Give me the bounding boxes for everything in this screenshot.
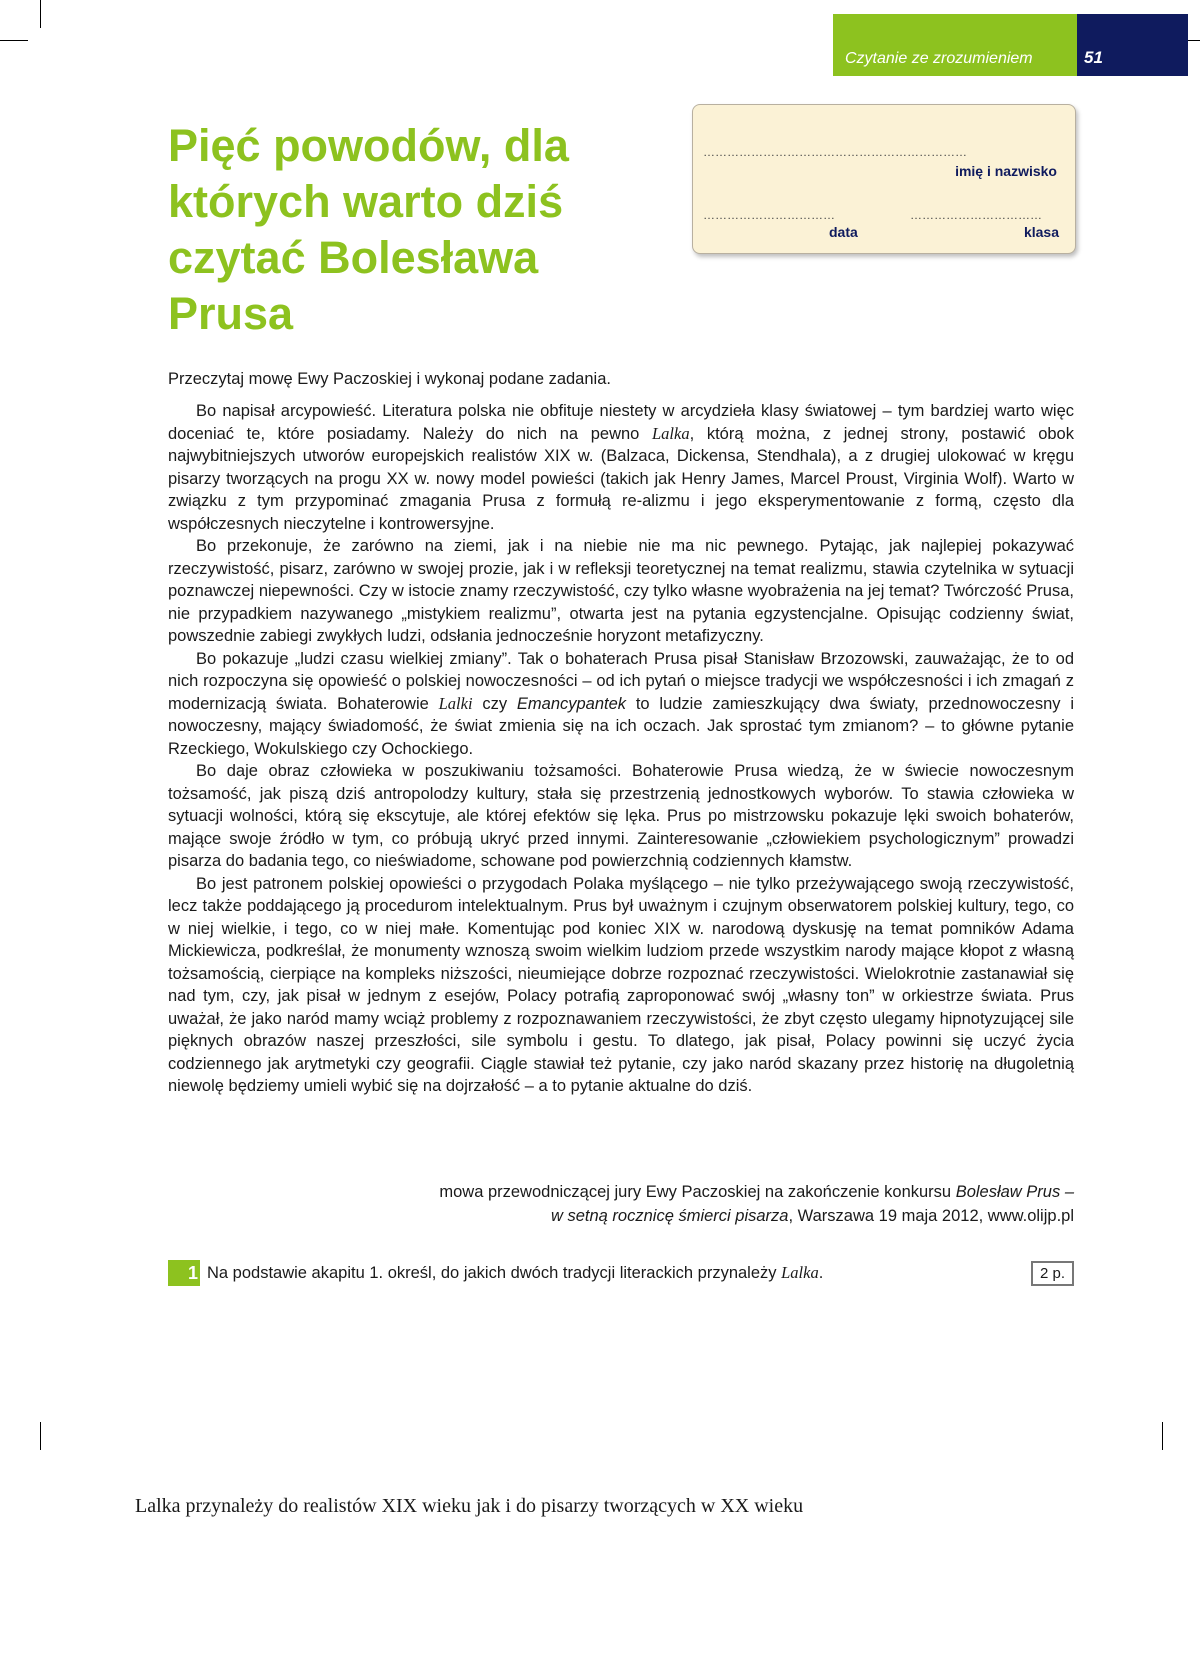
paragraph xyxy=(168,400,1074,535)
paragraph xyxy=(168,648,1074,761)
paragraph: Bo jest patronem polskiej opowieści o przygodach Polaka myślącego – nie tylko przeżywającego swoją rzeczywistość, lecz także poddającego ją procedurom intelektualnym. Prus był uważnym i czujnym obserwatorem polskiej kultury, tego, co w niej wielkie, i tego, co w niej małe. Komentując pod koniec XIX w. narodową dyskusję na temat pomników Adama Mickiewicza, podkreślał, że monumenty wznoszą swoim wielkim ludziom przede wszystkim narody mające kłopot z własną tożsamością, cierpiące na kompleks niższości, nieumiejące dobrze rozpoznać rzeczywistości. Wielokrotnie zastanawiał się nad tym, czy, jak pisał w jednym z esejów, Polacy potrafią zaproponować swój „własny ton” w orkiestrze świata. Prus uważał, że jako naród mamy wciąż problemy z rozpoznawaniem rzeczywistości, że zbyt często ulegamy hipnotyzującej sile pięknych obrazów naszej przeszłości, sile symbolu i gestu. To dlatego, jak pisał, Polacy powinni się uczyć życia codziennego jak arytmetyki czy geografii. Ciągle stawiał też pytanie, czy jako naród skazany przez historię na długoletnią niewolę będziemy umieli wybić się na dojrzałość – a to pytanie aktualne do dziś. xyxy=(168,874,1074,1095)
crop-mark xyxy=(40,1422,41,1450)
paragraph: Bo przekonuje, że zarówno na ziemi, jak i na niebie nie ma nic pewnego. Pytając, jak najlepiej pokazywać rzeczywistość, pisarz, zarówno w swojej prozie, jak i w refleksji teoretycznej na temat realizmu, stawia czytelnika w sytuacji poznawczej niepewności. Czy w istocie znamy rzeczywistość, czy tylko własne wyobrażenia na jej temat? Twórczość Prusa, nie przypadkiem nazywanego „mistykiem realizmu”, otwarta jest na pytania egzystencjalne. Opisując codzienny świat, powszednie zabiegi zwykłych ludzi, odsłania jednocześnie horyzont metafizyczny. xyxy=(168,537,1074,645)
date-dots[interactable]: …………………………… xyxy=(703,208,835,222)
question-text-part: . xyxy=(818,1264,824,1282)
crop-mark xyxy=(40,0,41,28)
instruction-text: Przeczytaj mowę Ewy Paczoskiej i wykonaj podane zadania. xyxy=(168,370,611,388)
name-label: imię i nazwisko xyxy=(955,163,1057,179)
paragraph-text: , którą można, z jednej strony, postawić obok najwybitniejszych utworów europejskich realistów XIX w. (Balzaca, Dickensa, Stendhala), a z drugiej ulokować w kręgu pisarzy tworzących na progu XX w. nowy model powieści (takich jak Henry James, Marcel Proust, Virginia Wolf). Warto w związku z tym przypominać zmagania Prusa z formułą re-alizmu i jego eksperymentowanie z formą, często dla współczesnych nieczytelne i kontrowersyjne. xyxy=(168,424,1074,533)
page-number-tab xyxy=(1077,14,1188,76)
section-title: Czytanie ze zrozumieniem xyxy=(845,50,1033,67)
question-number: 1 xyxy=(168,1260,200,1286)
article-body xyxy=(168,400,1074,1098)
source-line xyxy=(439,1180,1074,1204)
crop-mark xyxy=(1162,1422,1163,1450)
source-italic: Bolesław Prus – xyxy=(955,1183,1074,1201)
crop-mark xyxy=(0,40,28,41)
answer-text[interactable]: Lalka przynależy do realistów XIX wieku jak i do pisarzy tworzących w XX wieku xyxy=(135,1495,804,1517)
source-line xyxy=(439,1204,1074,1228)
question-text-part: Na podstawie akapitu 1. określ, do jakich dwóch tradycji literackich przynależy xyxy=(207,1264,782,1282)
paragraph-text: Bo napisał arcypowieść. Literatura polska nie obfituje niestety w arcydzieła klasy światowej – tym bardziej warto więc doceniać te, które posiadamy. Należy do nich na pewno xyxy=(168,402,1074,443)
paragraph-text: Bo pokazuje „ludzi czasu wielkiej zmiany”. Tak o bohaterach Prusa pisał Stanisław Brzozowski, zauważając, że to od nich rozpoczyna się opowieść o polskiej nowoczesności – od ich pytań o miejsce tradycji we współczesności i ich zmagań z modernizacją świata. Bohaterowie xyxy=(168,649,1074,713)
section-tab xyxy=(833,14,1077,76)
points-badge: 2 p. xyxy=(1031,1261,1074,1286)
paragraph-text: to ludzie zamieszkujący dwa światy, przednowoczesny i nowoczesny, mający świadomość, że świat zmienia się na ich oczach. Jak sprostać tym zmianom? – to główne pytanie Rzeckiego, Wokulskiego czy Ochockiego. xyxy=(168,694,1075,758)
work-title: Lalka xyxy=(652,423,690,443)
question-text xyxy=(207,1263,823,1283)
source-text: , Warszawa 19 maja 2012, www.olijp.pl xyxy=(788,1207,1074,1225)
work-title: Lalka xyxy=(781,1263,819,1282)
date-label: data xyxy=(829,224,858,240)
work-title: Emancypantek xyxy=(516,694,627,713)
source-italic: w setną rocznicę śmierci pisarza xyxy=(550,1207,789,1225)
paragraph: Bo daje obraz człowieka w poszukiwaniu tożsamości. Bohaterowie Prusa wiedzą, że w świecie nowoczesnym tożsamość, jak piszą dziś antropolodzy kultury, stała się przestrzenią jednostkowych wyborów. To stawia człowieka w sytuacji wolności, którą się ekscytuje, ale której efektów się lęka. Prus po mistrzowsku pokazuje lęki swoich bohaterów, mające swoje źródło w tym, co próbują ukryć przed innymi. Zainteresowanie „człowiekiem psychologicznym” prowadzi pisarza do badania tego, co nieświadome, schowane pod powierzchnią codziennych kłamstw. xyxy=(168,762,1074,870)
name-dots[interactable]: ………………………………………………………… xyxy=(703,145,967,159)
page-number: 51 xyxy=(1084,48,1103,67)
work-title: Lalki xyxy=(438,693,473,713)
source-citation xyxy=(439,1180,1074,1228)
class-label: klasa xyxy=(1023,224,1059,240)
class-dots[interactable]: …………………………… xyxy=(910,208,1042,222)
student-info-box xyxy=(692,104,1076,254)
paragraph-text: czy xyxy=(472,694,517,713)
page-title: Pięć powodów, dla których warto dziś czytać Bolesława Prusa xyxy=(168,120,569,339)
source-text: mowa przewodniczącej jury Ewy Paczoskiej na zakończenie konkursu xyxy=(439,1183,956,1201)
